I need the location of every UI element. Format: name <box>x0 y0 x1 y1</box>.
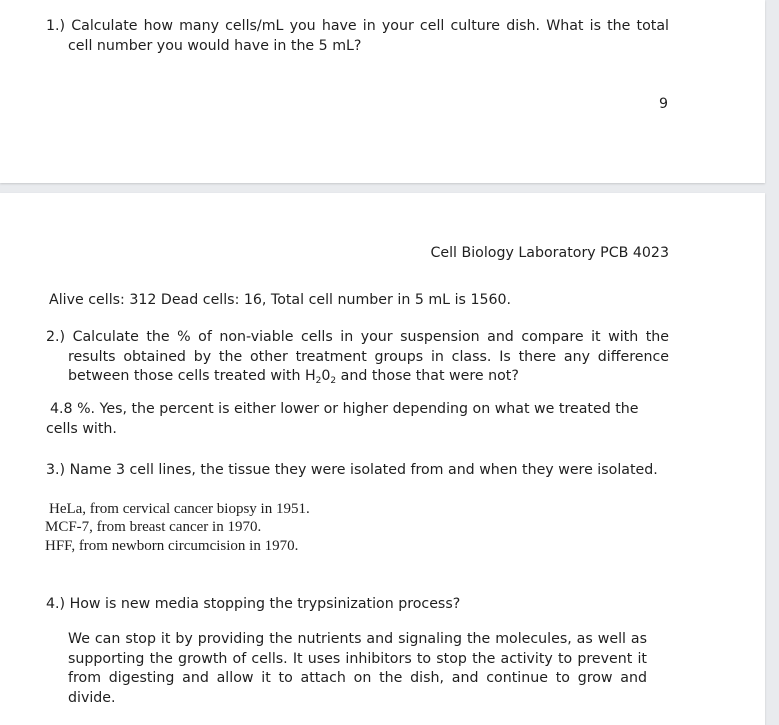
answer-2: 4.8 %. Yes, the percent is either lower or higher depending on what we treated the cells with. <box>46 401 639 437</box>
answer-1: Alive cells: 312 Dead cells: 16, Total cell number in 5 mL is 1560. <box>49 292 512 308</box>
answer-3-line-2: MCF-7, from breast cancer in 1970. <box>45 519 262 535</box>
answer-3-line-1: HeLa, from cervical cancer biopsy in 1951. <box>49 501 310 517</box>
question-2-text: 2.) Calculate the % of non-viable cells in your suspension and compare it with the results obtained by the other treatment groups in class. Is there any difference between those cells treated with H <box>46 329 669 384</box>
page-header: Cell Biology Laboratory PCB 4023 <box>430 245 669 261</box>
subscript-2b: 2 <box>330 376 337 386</box>
question-4: 4.) How is new media stopping the trypsinization process? <box>46 596 461 612</box>
document-page-bottom <box>0 193 765 725</box>
question-2-end: and those that were not? <box>336 368 519 384</box>
question-1: 1.) Calculate how many cells/mL you have in your cell culture dish. What is the total cell number you would have in the 5 mL? <box>46 18 669 54</box>
document-page-top <box>0 0 765 183</box>
question-2 <box>46 328 669 387</box>
subscript-2: 2 <box>315 376 322 386</box>
question-3: 3.) Name 3 cell lines, the tissue they were isolated from and when they were isolated. <box>46 462 658 478</box>
page-number: 9 <box>659 96 669 112</box>
answer-3-line-3: HFF, from newborn circumcision in 1970. <box>45 538 299 554</box>
answer-4: We can stop it by providing the nutrients and signaling the molecules, as well as supporting the growth of cells. It uses inhibitors to stop the activity to prevent it from digesting and allow it to attach on the dish, and continue to grow and divide. <box>68 631 647 706</box>
oxygen-symbol: 0 <box>321 368 331 384</box>
